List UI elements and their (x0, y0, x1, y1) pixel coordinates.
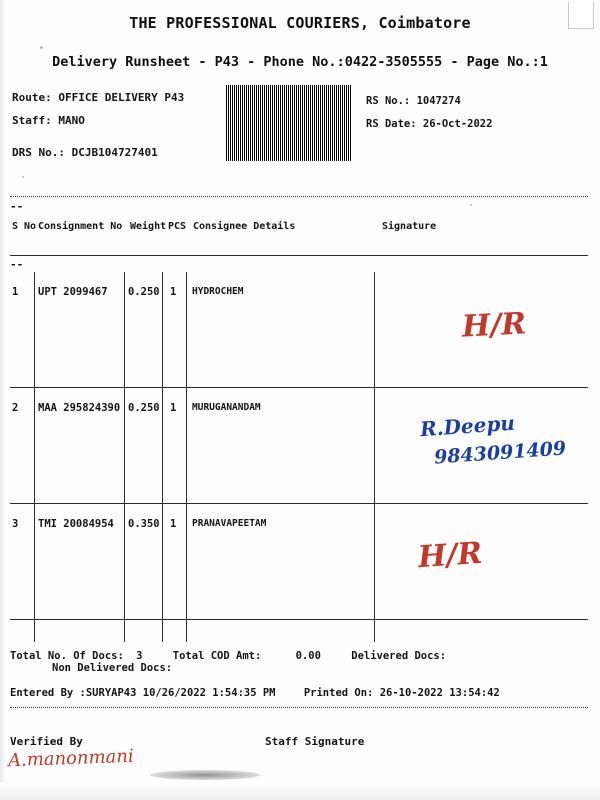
cell-consignment: UPT 2099467 (38, 286, 108, 298)
col-header-consignment: Consignment No (38, 221, 123, 232)
verified-by-label: Verified By (10, 735, 83, 748)
rs-meta-block (366, 90, 492, 136)
cell-weight: 0.250 (128, 402, 160, 414)
non-delivered-docs-label: Non Delivered Docs: (52, 662, 173, 674)
total-docs-label: Total No. Of Docs: (10, 650, 124, 662)
cell-sno: 1 (12, 286, 19, 298)
cell-sno: 3 (12, 518, 19, 530)
route-line: Route: OFFICE DELIVERY P43 (12, 91, 185, 104)
entered-by-text: Entered By :SURYAP43 10/26/2022 1:54:35 PM (10, 687, 276, 699)
totals-block (10, 650, 600, 699)
total-cod-label: Total COD Amt: (172, 650, 262, 662)
table-row (10, 272, 588, 388)
totals-line-1 (10, 650, 600, 674)
cell-weight: 0.350 (128, 518, 160, 530)
total-docs-value: 3 (136, 650, 143, 662)
runsheet-rows (10, 272, 588, 642)
handwritten-signature: R.Deepu (419, 410, 516, 442)
scan-speck (22, 176, 24, 178)
printed-on-text: Printed On: 26-10-2022 13:54:42 (303, 687, 500, 699)
table-row (10, 504, 588, 620)
cell-sno: 2 (12, 402, 19, 414)
cell-pcs: 1 (170, 402, 177, 414)
footer-divider (10, 707, 588, 708)
cell-details: PRANAVAPEETAM (192, 518, 267, 529)
scan-speck (470, 204, 472, 206)
scan-smudge (150, 770, 260, 780)
col-header-sno: S No (12, 221, 37, 232)
header-divider (10, 196, 588, 197)
page-title: THE PROFESSIONAL COURIERS, Coimbatore (129, 14, 471, 32)
cell-weight: 0.250 (128, 286, 160, 298)
cell-consignment: TMI 20084954 (38, 518, 114, 530)
staff-signature-label: Staff Signature (265, 735, 365, 748)
rs-no-line: RS No.: 1047274 (366, 95, 461, 107)
scan-edge-bottom (0, 782, 600, 800)
cell-consignment: MAA 295824390 (38, 402, 121, 414)
table-row (10, 388, 588, 504)
handwritten-phone-number: 9843091409 (433, 437, 567, 469)
rs-date-line: RS Date: 26-Oct-2022 (366, 118, 493, 130)
dash-marker-top: -- (10, 200, 24, 213)
handwritten-signature: H/R (461, 306, 528, 345)
dash-marker-row: -- (10, 258, 24, 271)
runsheet-table-header (10, 213, 588, 243)
delivered-docs-label: Delivered Docs: (351, 650, 447, 662)
scan-edge-left (0, 0, 6, 800)
table-header-rule (10, 255, 588, 256)
page-subtitle: Delivery Runsheet - P43 - Phone No.:0422-3505555 - Page No.:1 (52, 54, 548, 70)
handwritten-verified-signature: A.manonmani (7, 745, 135, 772)
col-header-details: Consignee Details (193, 221, 296, 232)
staff-line: Staff: MANO (12, 114, 85, 127)
route-meta-block (12, 86, 184, 164)
col-header-signature: Signature (382, 221, 437, 232)
cell-details: MURUGANANDAM (192, 402, 261, 413)
handwritten-signature: H/R (416, 535, 484, 576)
col-header-pcs: PCS (168, 221, 187, 232)
totals-line-2 (10, 687, 600, 699)
row-divider (10, 619, 588, 620)
cell-pcs: 1 (170, 518, 177, 530)
total-cod-value: 0.00 (295, 650, 321, 662)
scan-speck (40, 46, 43, 49)
cell-details: HYDROCHEM (192, 286, 244, 297)
barcode (226, 85, 352, 161)
cell-pcs: 1 (170, 286, 177, 298)
col-header-weight: Weight (130, 221, 167, 232)
drs-no-line: DRS No.: DCJB104727401 (12, 146, 158, 159)
